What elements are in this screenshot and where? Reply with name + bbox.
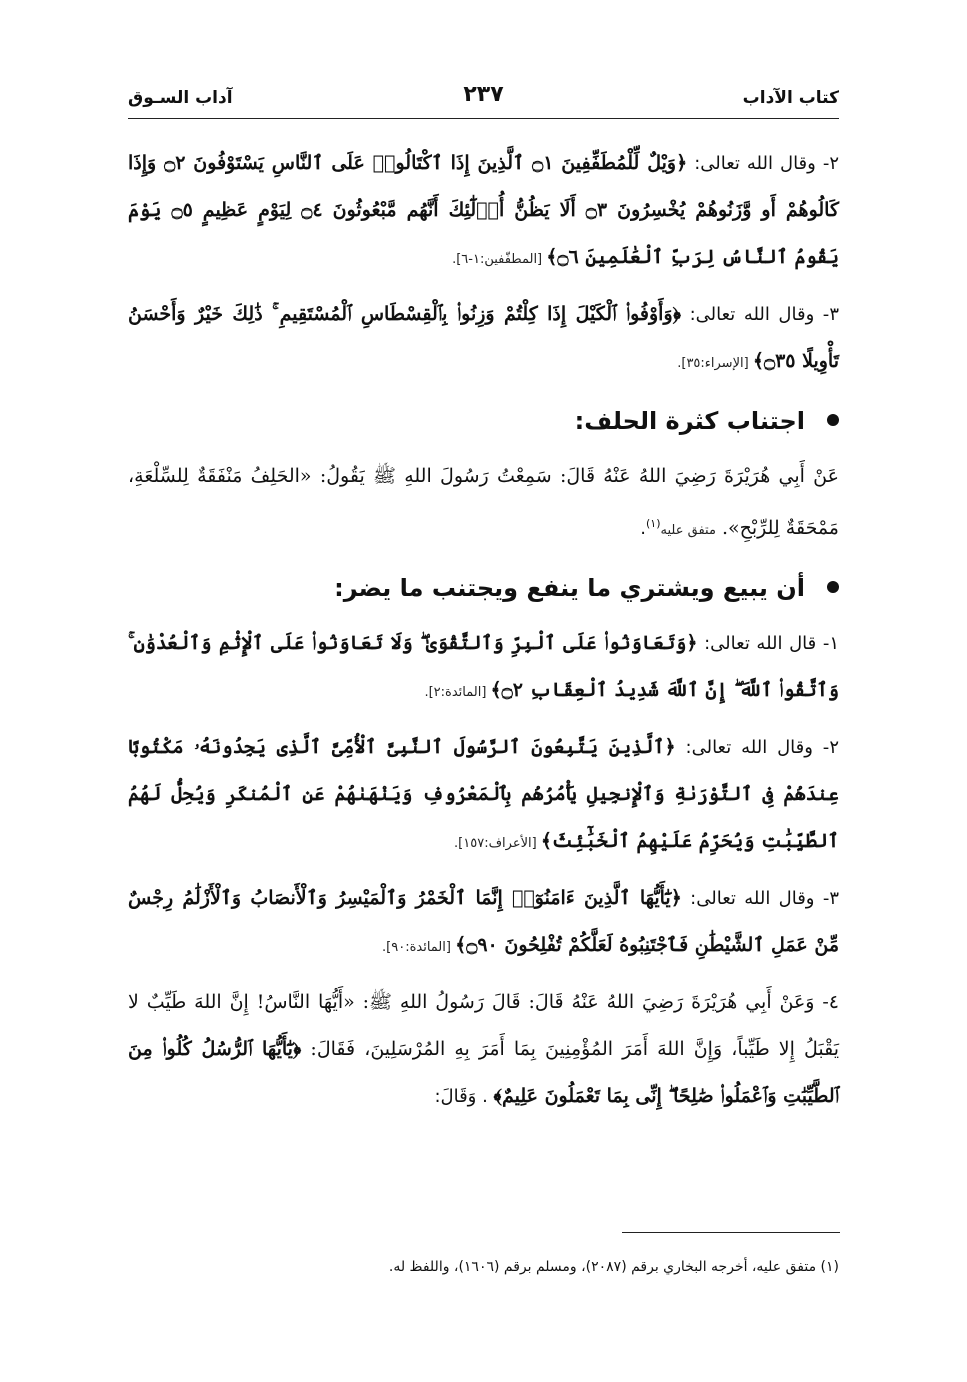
item-lead: ٣- وقال الله تعالى: xyxy=(681,888,839,909)
sentence-end: . xyxy=(640,518,646,539)
verse-paragraph-isra xyxy=(128,291,839,387)
sentence-end: . وَقَالَ: xyxy=(434,1086,494,1107)
verse-paragraph-mutaffifin xyxy=(128,140,839,283)
surah-reference: [الإسراء:٣٥]. xyxy=(677,356,753,371)
page-header xyxy=(128,82,839,119)
footnote-marker: (١) xyxy=(646,517,661,530)
hadith-text: عَنْ أَبِي هُرَيْرَةَ رَضِيَ اللهُ عَنْهُ قَالَ: سَمِعْتُ رَسُولَ اللهِ ﷺ يَقُولُ: «الحَلِفُ مَنْفَقَةٌ لِلسِّلْعَةِ، مَمْحَقَةٌ لِلرِّبْحِ». xyxy=(128,465,839,539)
page-body xyxy=(128,140,839,1128)
quran-text: ﴿وَيْلٌ لِّلْمُطَفِّفِينَ ۝١ ٱلَّذِينَ إِذَا ٱكْتَالُوا۟ عَلَى ٱلنَّاسِ يَسْتَوْفُونَ ۝٢ وَإِذَا كَالُوهُمْ أَو وَّزَنُوهُمْ يُخْسِرُونَ ۝٣ أَلَا يَظُنُّ أُو۟لَٰٓئِكَ أَنَّهُم مَّبْعُوثُونَ ۝٤ لِيَوْمٍ عَظِيمٍ ۝٥ يَوْمَ يَقُومُ ٱلنَّاسُ لِرَبِّ ٱلْعَٰلَمِينَ ۝٦﴾ xyxy=(128,152,840,268)
item-lead: ١- قال الله تعالى: xyxy=(697,633,840,654)
quran-text: ﴿وَتَعَاوَنُوا۟ عَلَى ٱلْبِرِّ وَٱلتَّقْوَىٰ ۖ وَلَا تَعَاوَنُوا۟ عَلَى ٱلْإِثْمِ وَٱلْعُدْوَٰنِ ۚ وَٱتَّقُوا۟ ٱللَّهَ ۖ إِنَّ ٱللَّهَ شَدِيدُ ٱلْعِقَابِ ۝٢﴾ xyxy=(128,632,839,701)
item-lead: ٣- وقال الله تعالى: xyxy=(681,304,839,325)
section-heading-text: اجتناب كثرة الحلف: xyxy=(574,407,805,435)
surah-reference: [المطفّفين:١-٦]. xyxy=(452,252,547,267)
book-title: كتاب الآداب xyxy=(742,88,839,108)
surah-reference: [الأعراف:١٥٧]. xyxy=(454,836,541,851)
surah-reference: [المائدة:٩٠]. xyxy=(382,940,456,955)
page-number: ٢٣٧ xyxy=(463,82,504,107)
verse-paragraph-maidah-2 xyxy=(128,620,839,716)
quran-text: ﴿يَٰٓأَيُّهَا ٱلَّذِينَ ءَامَنُوٓا۟ إِنَّمَا ٱلْخَمْرُ وَٱلْمَيْسِرُ وَٱلْأَنصَابُ وَٱلْأَزْلَٰمُ رِجْسٌ مِّنْ عَمَلِ ٱلشَّيْطَٰنِ فَٱجْتَنِبُوهُ لَعَلَّكُمْ تُفْلِحُونَ ۝٩٠﴾ xyxy=(128,887,839,956)
hadith-source: متفق عليه xyxy=(660,523,716,538)
quran-text: ﴿وَأَوْفُوا۟ ٱلْكَيْلَ إِذَا كِلْتُمْ وَزِنُوا۟ بِٱلْقِسْطَاسِ ٱلْمُسْتَقِيمِ ۚ ذَٰلِكَ خَيْرٌ وَأَحْسَنُ تَأْوِيلًا ۝٣٥﴾ xyxy=(128,303,839,372)
item-lead: ٢- وقال الله تعالى: xyxy=(675,737,839,758)
chapter-title: آداب السـوق xyxy=(128,88,233,108)
hadith-paragraph-oaths xyxy=(128,453,839,554)
quran-text: ﴿يَٰٓأَيُّهَا ٱلرُّسُلُ كُلُوا۟ مِنَ ٱلطَّيِّبَٰتِ وَٱعْمَلُوا۟ صَٰلِحًا ۖ إِنِّى بِمَا تَعْمَلُونَ عَلِيمٌ﴾ xyxy=(128,1038,839,1107)
section-heading-trade xyxy=(128,568,839,608)
hadith-text: ٤- وَعَنْ أَبِي هُرَيْرَةَ رَضِيَ اللهُ عَنْهُ قَالَ: قَالَ رَسُولُ اللهِ ﷺ: «أَيُّهَا النَّاسُ! إِنَّ اللهَ طَيِّبٌ لا يَقْبَلُ إِلا طَيِّباً، وَإِنَّ اللهَ أَمَرَ المُؤْمِنِينَ بِمَا أَمَرَ بِهِ المُرْسَلِينَ، فَقَالَ: xyxy=(128,991,839,1060)
section-heading-text: أن يبيع ويشتري ما ينفع ويجتنب ما يضر: xyxy=(334,574,805,602)
verse-paragraph-araf xyxy=(128,724,839,867)
footnote-divider xyxy=(622,1232,840,1233)
verse-paragraph-maidah-90 xyxy=(128,875,839,971)
surah-reference: [المائدة:٢]. xyxy=(424,685,491,700)
quran-text: ﴿ٱلَّذِينَ يَتَّبِعُونَ ٱلرَّسُولَ ٱلنَّبِىَّ ٱلْأُمِّىَّ ٱلَّذِى يَجِدُونَهُۥ مَكْتُوبًا عِندَهُمْ فِى ٱلتَّوْرَىٰةِ وَٱلْإِنجِيلِ يَأْمُرُهُم بِٱلْمَعْرُوفِ وَيَنْهَىٰهُمْ عَنِ ٱلْمُنكَرِ وَيُحِلُّ لَهُمُ ٱلطَّيِّبَٰتِ وَيُحَرِّمُ عَلَيْهِمُ ٱلْخَبَٰٓئِثَ﴾ xyxy=(128,736,839,852)
footnote: (١) متفق عليه، أخرجه البخاري برقم (٢٠٨٧)، ومسلم برقم (١٦٠٦)، واللفظ له. xyxy=(388,1259,839,1275)
item-lead: ٢- وقال الله تعالى: xyxy=(687,153,839,174)
section-heading-oaths xyxy=(128,401,839,441)
hadith-paragraph-tayyib xyxy=(128,979,839,1120)
bullet-icon xyxy=(827,414,839,426)
bullet-icon xyxy=(827,581,839,593)
